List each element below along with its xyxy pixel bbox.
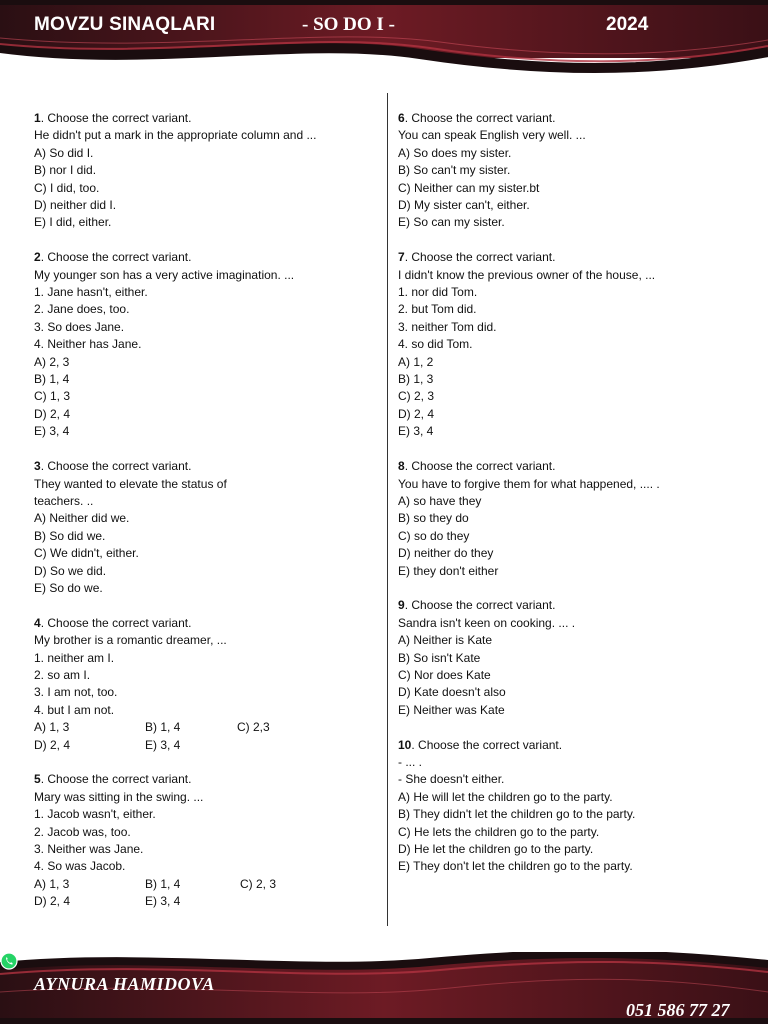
statement-item: 2. so am I. (34, 667, 91, 682)
question-number: 4 (34, 615, 41, 630)
answer-option: B) They didn't let the children go to the party. (398, 807, 636, 822)
question-prompt: . Choose the correct variant. (40, 111, 192, 125)
question-number: 7 (398, 250, 405, 265)
statement-item: 2. Jane does, too. (34, 302, 130, 317)
answer-option: D) 2, 4 (34, 737, 71, 752)
question-9 (398, 597, 758, 719)
answer-option: C) 2, 3 (240, 876, 277, 891)
answer-option: E) So do we. (34, 580, 103, 595)
question-stem: teachers. .. (34, 493, 94, 508)
answer-option: C) 2, 3 (398, 389, 435, 404)
question-stem: You have to forgive them for what happened, .... . (398, 476, 660, 491)
answer-option: E) I did, either. (34, 215, 112, 230)
question-2 (34, 249, 374, 440)
right-column (398, 110, 758, 893)
question-prompt: . Choose the correct variant. (404, 459, 556, 474)
options-row (34, 893, 374, 910)
whatsapp-icon (0, 952, 18, 970)
statement-item: 1. neither am I. (34, 650, 115, 665)
left-column (34, 110, 374, 928)
question-stem: He didn't put a mark in the appropriate column and ... (34, 128, 317, 143)
answer-option: E) They don't let the children go to the party. (398, 859, 633, 874)
question-number: 8 (398, 459, 405, 474)
answer-option: B) nor I did. (34, 163, 97, 178)
answer-option: D) 2, 4 (34, 406, 71, 421)
answer-option: C) Nor does Kate (398, 667, 491, 682)
question-stem: - ... . (398, 754, 422, 769)
question-1 (34, 110, 374, 232)
answer-option: B) So isn't Kate (398, 650, 481, 665)
answer-option: A) So does my sister. (398, 145, 512, 160)
statement-item: 1. Jane hasn't, either. (34, 285, 148, 300)
header-year: 2024 (606, 14, 649, 35)
question-10 (398, 737, 758, 876)
answer-option: A) 2, 3 (34, 354, 70, 369)
answer-option: D) 2, 4 (34, 894, 71, 909)
question-prompt: . Choose the correct variant. (40, 459, 192, 474)
answer-option: B) 1, 4 (34, 372, 70, 387)
statement-item: 2. Jacob was, too. (34, 824, 131, 839)
question-5 (34, 771, 374, 910)
answer-option: E) they don't either (398, 563, 499, 578)
answer-option: A) So did I. (34, 145, 94, 160)
answer-option: E) Neither was Kate (398, 702, 505, 717)
statement-item: 4. but I am not. (34, 702, 115, 717)
statement-item: 2. but Tom did. (398, 302, 477, 317)
question-number: 5 (34, 772, 41, 787)
answer-option: C) 1, 3 (34, 389, 71, 404)
question-stem: Mary was sitting in the swing. ... (34, 789, 204, 804)
question-stem: I didn't know the previous owner of the house, ... (398, 267, 656, 282)
answer-option: B) 1, 3 (398, 372, 434, 387)
question-prompt: . Choose the correct variant. (404, 598, 556, 613)
answer-option: D) neither did I. (34, 198, 117, 213)
answer-option: D) He let the children go to the party. (398, 842, 594, 856)
question-heading (34, 110, 374, 127)
answer-option: E) 3, 4 (145, 737, 181, 752)
answer-option: B) So did we. (34, 528, 106, 543)
footer-banner (0, 952, 768, 1024)
question-4 (34, 615, 374, 754)
answer-option: B) So can't my sister. (398, 163, 511, 178)
question-heading (34, 249, 374, 266)
question-heading (398, 737, 758, 754)
question-prompt: . Choose the correct variant. (40, 250, 192, 265)
statement-item: 4. so did Tom. (398, 337, 473, 352)
question-heading (398, 249, 758, 266)
answer-option: A) Neither did we. (34, 511, 130, 526)
question-3 (34, 458, 374, 597)
statement-item: 4. So was Jacob. (34, 859, 126, 874)
answer-option: E) 3, 4 (34, 424, 70, 439)
question-prompt: . Choose the correct variant. (411, 737, 563, 752)
question-prompt: . Choose the correct variant. (40, 772, 192, 787)
question-heading (34, 615, 374, 632)
question-heading (398, 110, 758, 127)
question-prompt: . Choose the correct variant. (40, 615, 192, 630)
statement-item: 4. Neither has Jane. (34, 337, 142, 352)
phone-number: 051 586 77 27 (626, 1000, 730, 1020)
answer-option: A) Neither is Kate (398, 633, 493, 648)
answer-option: A) 1, 3 (34, 720, 70, 735)
options-row (34, 719, 374, 736)
answer-option: E) 3, 4 (145, 894, 181, 909)
question-stem: My younger son has a very active imagination. ... (34, 267, 295, 282)
question-number: 9 (398, 598, 405, 613)
answer-option: A) so have they (398, 493, 482, 508)
answer-option: A) 1, 3 (34, 876, 70, 891)
statement-item: 3. neither Tom did. (398, 319, 497, 334)
answer-option: E) So can my sister. (398, 215, 505, 230)
options-row (34, 876, 374, 893)
statement-item: 1. Jacob wasn't, either. (34, 807, 156, 822)
statement-item: 3. So does Jane. (34, 319, 125, 334)
author-name: AYNURA HAMIDOVA (34, 974, 215, 994)
header-wave-graphic (0, 0, 768, 84)
answer-option: B) 1, 4 (145, 876, 181, 891)
question-stem: Sandra isn't keen on cooking. ... . (398, 615, 576, 630)
statement-item: 1. nor did Tom. (398, 285, 478, 300)
question-8 (398, 458, 758, 580)
question-number: 3 (34, 459, 41, 474)
answer-option: E) 3, 4 (398, 424, 434, 439)
question-6 (398, 110, 758, 232)
question-heading (398, 458, 758, 475)
question-number: 1 (34, 111, 41, 125)
answer-option: C) We didn't, either. (34, 546, 139, 561)
column-divider (387, 93, 388, 926)
answer-option: D) neither do they (398, 546, 494, 561)
answer-option: B) so they do (398, 511, 469, 526)
answer-option: D) So we did. (34, 563, 107, 578)
question-heading (34, 458, 374, 475)
answer-option: A) He will let the children go to the party. (398, 789, 613, 804)
question-stem: - She doesn't either. (398, 772, 505, 787)
question-number: 6 (398, 111, 405, 125)
question-number: 2 (34, 250, 41, 265)
answer-option: C) I did, too. (34, 180, 100, 195)
question-heading (398, 597, 758, 614)
header-banner (0, 0, 768, 84)
answer-option: D) Kate doesn't also (398, 685, 506, 700)
statement-item: 3. I am not, too. (34, 685, 118, 700)
answer-option: D) 2, 4 (398, 406, 435, 421)
answer-option: C) Neither can my sister.bt (398, 180, 540, 195)
question-heading (34, 771, 374, 788)
answer-option: C) 2,3 (237, 720, 270, 735)
options-row (34, 737, 374, 754)
question-stem: They wanted to elevate the status of (34, 476, 227, 491)
answer-option: A) 1, 2 (398, 354, 434, 369)
header-title: MOVZU SINAQLARI (34, 14, 216, 35)
question-stem: My brother is a romantic dreamer, ... (34, 633, 227, 648)
statement-item: 3. Neither was Jane. (34, 842, 144, 856)
question-stem: You can speak English very well. ... (398, 128, 586, 143)
answer-option: C) He lets the children go to the party. (398, 824, 600, 839)
answer-option: B) 1, 4 (145, 720, 181, 735)
answer-option: D) My sister can't, either. (398, 198, 530, 213)
answer-option: C) so do they (398, 528, 470, 543)
header-topic: - SO DO I - (302, 14, 395, 35)
question-prompt: . Choose the correct variant. (404, 250, 556, 265)
question-prompt: . Choose the correct variant. (404, 111, 556, 125)
question-7 (398, 249, 758, 440)
question-number: 10 (398, 737, 412, 752)
